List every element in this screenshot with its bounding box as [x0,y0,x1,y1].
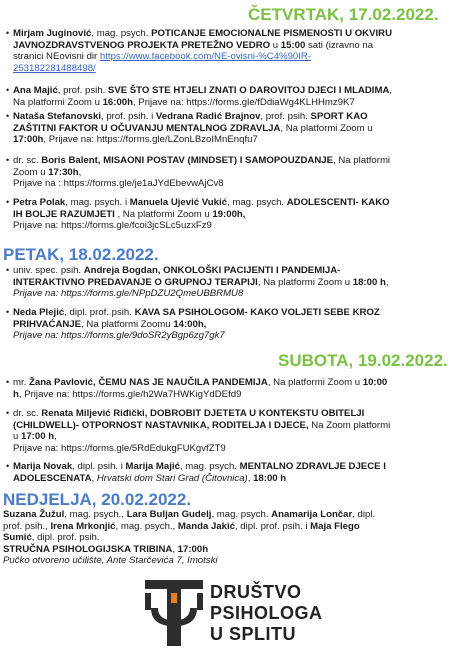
bold-text: STRUČNA PSIHOLOGIJSKA TRIBINA [3,543,173,555]
italic-text: Prijave na: https://forms.gle/9doSR2yBgp6zg7gk7 [13,330,225,342]
text-line [13,155,463,167]
text: , [172,543,178,555]
bold-text: 17:00h [13,134,44,146]
text: , dipl. prof. psih. i [234,520,311,532]
italic-text: Prijave na: https://forms.gle/NPpDZU2QmeUBBRMU8 [13,288,244,300]
bullet-icon: • [6,377,10,387]
bold-text: MENTALNO ZDRAVLJE DJECE I [239,461,386,472]
text-line [13,319,463,331]
bullet-icon: • [6,307,10,317]
bold-text: Sumić [3,532,32,544]
bold-text: Mirjam Juginović [13,28,92,39]
bold-text: IH BOLJE RAZUMJETI [13,208,115,220]
bold-text: 16:00h [102,96,133,108]
bold-text: KAVA SA PSIHOLOGOM- KAKO VOLJETI SEBE KROZ [134,307,380,318]
text: , Prijave na: https://forms.gle/LZonLBzoIMnEnqfu7 [43,134,258,146]
text-line [13,111,463,123]
bold-text: Marija Novak [13,461,73,472]
bold-text: 19:00h, [212,208,246,220]
bullet-icon: • [6,111,10,121]
text: stranici NEovisni dir [13,51,100,63]
bold-text: 17:30h [48,166,79,178]
text-line [13,220,463,232]
text: , mag. psych. i [65,197,130,208]
text: , mag. psych. [179,461,240,472]
event-item [6,155,463,190]
text-line [13,443,463,455]
text: , mag. psych. [211,509,272,520]
bold-text: Anamarija Lončar [271,509,353,520]
bold-text: Maja Flego [310,520,360,532]
text-line [13,377,463,389]
bold-text: Manuela Ujević Vukić [129,197,228,208]
text: , prof. psih. [260,111,311,122]
text: Prijave na : https://forms.gle/je1aJYdEbevwAjCv8 [13,178,224,190]
bold-text: Vedrana Radić Brajnov [155,111,261,122]
logo-line-2: PSIHOLOGA [210,603,323,623]
text: , Na platformi [333,155,391,166]
text-line [13,473,463,485]
bold-text: 15:00 [280,39,306,51]
bold-text: Boris Balent, MISAONI POSTAV (MINDSET) I SAMOPOUZDANJE [41,155,334,166]
thursday-heading: ČETVRTAK, 17.02.2022. [248,5,439,24]
event-item [6,408,463,454]
text: sati (izravno na [305,39,374,51]
text-line [3,521,463,533]
bullet-icon: • [6,265,10,275]
text-line [3,544,463,556]
text: , dipl. psih. i [72,461,126,472]
sunday-block [3,509,463,567]
text-line [13,97,463,109]
text: , Na platformi Zoomu [81,318,174,330]
bold-text: POTICANJE EMOCIONALNE PISMENOSTI U OKVIRU [151,28,393,39]
event-item [6,28,463,74]
text: mr. [13,377,29,388]
bold-text: SVE ŠTO STE HTJELI ZNATI O DAROVITOJ DJECI I MLADIMA [107,85,390,96]
text-line [13,288,463,300]
text-line [3,509,463,521]
bold-text: 17:00 h [21,431,55,443]
text: univ. spec. psih. [13,265,84,276]
text: dr. sc. [13,408,42,419]
text: , prof. psih. [57,85,108,96]
text-line [13,85,463,97]
bold-text: INTERAKTIVNO PREDAVANJE O GRUPNOJ TERAPIJI [13,276,258,288]
bold-text: Žana Pavlović, ČEMU NAS JE NAUČILA PANDEMIJA [29,377,268,388]
text-line [13,63,463,75]
bold-text: 18:00 h [253,472,287,484]
logo-line-1: DRUŠTVO [210,582,302,602]
text: u [270,39,281,51]
text: Na platformi Zoom u [13,96,103,108]
text: , dipl. prof. psih. [31,532,100,544]
friday-heading: PETAK, 18.02.2022. [3,245,159,264]
text: , Prijave na: https://forms.gle/fDdiaWg4KLHHmz9K7 [132,96,355,108]
bold-text: Petra Polak [13,197,66,208]
text-line [13,265,463,277]
bold-text: JAVNOZDRAVSTVENOG PROJEKTA PRETEŽNO VEDRO [13,39,271,51]
text-line [13,178,463,190]
bullet-icon: • [6,155,10,165]
bold-text: 17:00h [177,543,209,555]
bold-text: PRIHVAĆANJE [13,318,82,330]
text-line [13,134,463,146]
text-line [13,420,463,432]
text: Prijave na: https://forms.gle/5RdEdukgFUKgvfZT9 [13,442,226,454]
bold-text: SPORT KAO [310,111,368,122]
text: , Na platformi Zoom u [257,276,353,288]
text-line [13,431,463,443]
bold-text: ADOLESCENTI- KAKO [286,197,390,208]
text: , [78,166,82,178]
event-item [6,197,463,232]
bold-text: 10:00 [362,377,388,388]
facebook-link[interactable]: 253182281488498/ [13,62,96,74]
bullet-icon: • [6,85,10,95]
text: , dipl. prof. psih. [64,307,135,318]
text: , mag. psych. [91,28,152,39]
italic-text: Hrvatski dom Stari Grad (Čitovnica) [96,472,248,484]
bullet-icon: • [6,197,10,207]
text-line [13,197,463,209]
text: Zoom u [13,166,49,178]
text-line [13,330,463,342]
text: Prijave na: https://forms.gle/fcoi3jcSLc5uzxFz9 [13,220,212,232]
text: u [13,431,22,443]
saturday-heading: SUBOTA, 19.02.2022. [278,351,448,370]
text-line [13,51,463,63]
text-line [13,408,463,420]
bold-text: Irena Mrkonjić [50,520,116,532]
bold-text: Renata Miljević Riđički, DOBROBIT DJETETA U KONTEKSTU OBITELJI [41,408,365,419]
text-line [13,167,463,179]
text: , [54,431,57,443]
bullet-icon: • [6,408,10,418]
text: dr. sc. [13,155,42,166]
text: prof. psih., [3,520,51,532]
text-line [13,40,463,52]
text: , mag. psych., [115,520,178,532]
event-item [6,85,463,108]
bold-text: Lara Buljan Gudelj [126,509,212,520]
text: , [91,472,97,484]
bold-text: Andreja Bogdan, ONKOLOŠKI PACIJENTI I PANDEMIJA- [83,265,341,276]
text: , mag. psych. [227,197,287,208]
event-item [6,461,463,484]
event-item [6,307,463,342]
text: , mag. psych., [64,509,127,520]
bold-text: Neda Plejić [13,307,65,318]
text: , [389,85,393,96]
text-line [13,307,463,319]
bold-text: Ana Majić [13,85,58,96]
text: , Na platformi Zoom u [267,377,363,388]
bold-text: ZAŠTITNI FAKTOR U OČUVANJU MENTALNOG ZDRAVLJA [13,122,281,134]
text-line [13,389,463,401]
text: Na Zoom platformi [308,419,391,431]
bold-text: 18:00 h [352,276,386,288]
text-line [13,209,463,221]
text-line [13,277,463,289]
bullet-icon: • [6,28,10,38]
text: , [385,276,389,288]
facebook-link[interactable]: https://www.facebook.com/NE-ovisni-%C4%90IR- [99,51,312,63]
bold-text: Nataša Stefanovski [13,111,101,122]
bold-text: h [13,388,19,400]
bold-text: ADOLESCENATA [13,472,92,484]
text: , Na platformi Zoom u [280,122,373,134]
bold-text: (CHILDWELL)- OTPORNOST NASTAVNIKA, RODITELJA I DJECE, [13,419,309,431]
bullet-icon: • [6,461,10,471]
logo-line-3: U SPLITU [210,624,297,644]
text: , dipl. [352,509,376,520]
text-line [3,555,463,567]
text: , [247,472,254,484]
event-item [6,265,463,300]
text: , prof. psih. i [100,111,156,122]
psi-logo-icon [145,580,203,646]
event-item [6,111,463,146]
text: , Prijave na: https://forms.gle/h2Wa7HWKigYdDEfd9 [18,388,242,400]
bold-text: Suzana Žužul [3,509,65,520]
text-line [13,123,463,135]
bold-text: Manda Jakić [177,520,235,532]
text: , Na platformi Zoom u [114,208,213,220]
text-line [13,28,463,40]
text-line [3,532,463,544]
italic-text: Pučko otvoreno učilište, Ante Starčevića 7, Imotski [3,555,218,567]
bold-text: 14:00h, [173,318,207,330]
event-item [6,377,463,400]
sunday-heading: NEDJELJA, 20.02.2022. [3,490,192,509]
bold-text: Marija Majić [125,461,180,472]
text-line [13,461,463,473]
